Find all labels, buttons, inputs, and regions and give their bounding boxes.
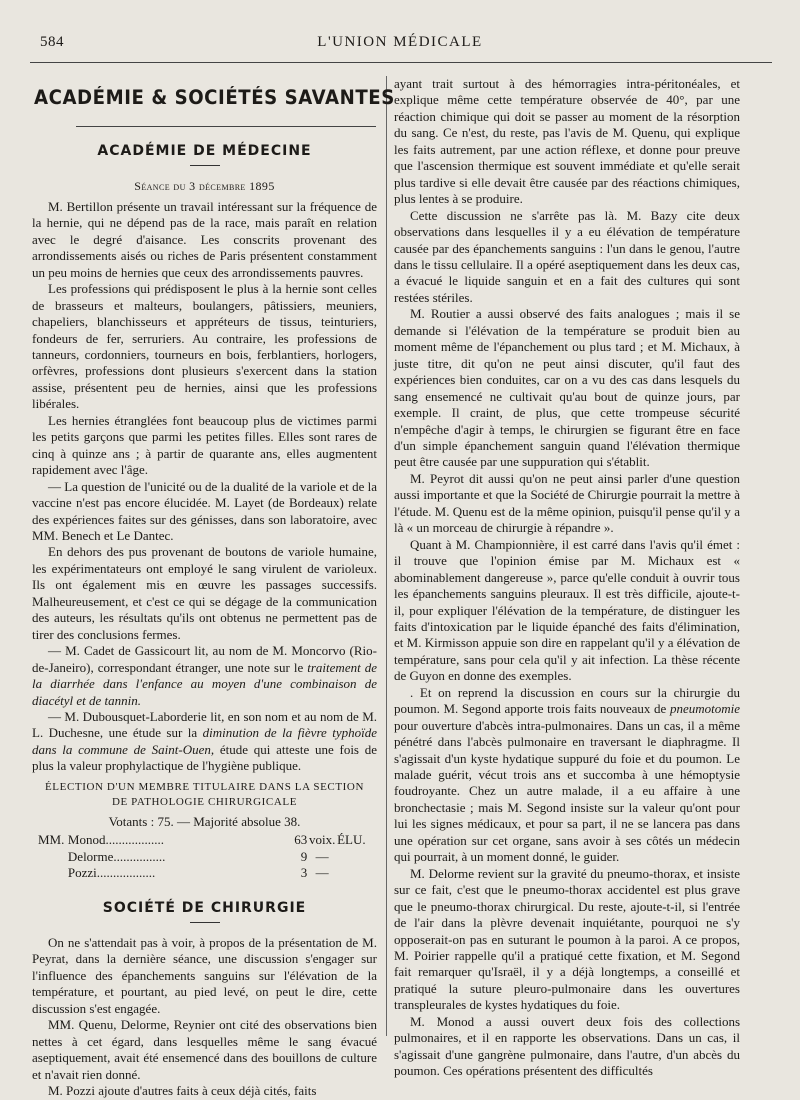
election-title [32, 780, 377, 810]
votes-summary: Votants : 75. — Majorité absolue 38. [108, 813, 301, 829]
right-column [394, 76, 740, 1080]
vote-prefix [32, 865, 68, 881]
society-title: SOCIÉTÉ DE CHIRURGIE [102, 899, 307, 916]
vote-count: 9 [300, 848, 308, 864]
vote-prefix [32, 849, 68, 865]
candidate-name: Pozzi.................. [67, 865, 156, 881]
paragraph: — La question de l'unicité ou de la dualité de la variole et de la vaccine n'est pas encore élucidée. M. Layet (de Bordeaux) relate des expériences faites sur des génisses, dans son laboratoire, avec MM. Benech et Le Dantec. [32, 478, 377, 543]
paragraph: Cette discussion ne s'arrête pas là. M. Bazy cite deux observations dans lesquelles il y a eu élévation de température causée par des épanchements sanguins : l'un dans le genou, l'autre dans le tissu cellulaire. Il a opéré aseptiquement dans les deux cas, a évacué le liquide sanguin et en a fait des cultures qui sont restées stériles. [394, 207, 740, 305]
paragraph-text: — M. Cadet de Gassicourt lit, au nom de M. Moncorvo (Rio-de-Janeiro), correspondant étranger, une note sur le [32, 643, 377, 675]
paragraph [394, 685, 740, 866]
paragraph [32, 643, 377, 709]
study-title-italic: diminution de la fièvre typhoïde dans la commune de Saint-Ouen, [32, 725, 378, 757]
paragraph-text: . Et on reprend la discussion en cours sur la chirurgie du poumon. M. Segond apporte trois faits nouveaux de [394, 684, 740, 717]
header-rule [30, 62, 772, 63]
paragraph: M. Pozzi ajoute d'autres faits à ceux déjà cités, faits [48, 1083, 317, 1099]
vote-row [32, 865, 377, 881]
paragraph: On ne s'attendait pas à voir, à propos de la présentation de M. Peyrat, dans la dernière séance, une discussion s'engager sur l'influence des épanchements sanguins sur l'élévation de la température, et pourtant, au pied levé, on peut le dire, cette discussion s'est engagée. [32, 935, 377, 1016]
page-number: 584 [40, 34, 64, 50]
section-title: ACADÉMIE & SOCIÉTÉS SAVANTES [34, 86, 395, 109]
vote-count: 3 [300, 865, 308, 881]
vote-table [32, 832, 377, 881]
paragraph: Quant à M. Championnière, il est carré dans l'avis qu'il émet : il trouve que l'opinion émise par M. Michaux est « abominablement dangereuse », parce qu'elle conduit à ouvrir tous les épanchements sanguins pleuraux. Il est très difficile, ajoute-t-il, pour expliquer l'élévation de la température, de distinguer les faits d'intoxication par le liquide épanché des faits d'élimination, et M. Kirmisson appuie son dire en rappelant qu'il y a élévation de température, sans pour cela qu'il y ait infection. La thèse récente de Guyon en donne des exemples. [394, 536, 740, 684]
paper-title-italic: traitement de la diarrhée dans l'enfance au moyen d'une combinaison de diacétyl et de tannin. [32, 659, 377, 708]
column-rule [386, 76, 387, 1036]
paragraph-text: étude qui atteste une fois de plus la valeur prophylactique de l'hygiène publique. [32, 741, 377, 774]
vote-unit: — [315, 848, 329, 864]
paragraph-text: — M. Dubousquet-Laborderie lit, en son nom et au nom de M. L. Duchesne, une étude sur la [32, 708, 377, 741]
paragraph: Les professions qui prédisposent le plus à la hernie sont celles de brasseurs et malteurs, boulangers, pâtissiers, meuniers, chapeliers, blanchisseurs et appréteurs de tissus, teinturiers, fondeurs de fer, serruriers. Au contraire, les professions de tanneurs, cordonniers, tourneurs en bois, ferblantiers, horlogers, orfèvres, professions dont plusieurs s'exercent dans la station assise, présentent peu de hernies, ainsi que les professions libérales. [32, 281, 377, 412]
paragraph-text: pour ouverture d'abcès intra-pulmonaires. Dans un cas, il a même pénétré dans l'abcès pulmonaire en traversant le diaphragme. Il s'agissait d'un kyste hydatique suppuré du foie et du poumon. Le malade guérit, vécut trois ans et succomba à une hémoptysie foudroyante. Chez un autre malade, il a eu affaire à une bronchectasie ; mais M. Segond insiste sur la valeur qu'ont pour lui les signes médicaux, et pour sa part, il ne se lancera pas dans une opération sur cet organe, sans avoir à ses côtés un médecin qui pourrait, à un moment donné, le guider. [394, 717, 740, 865]
election-title-line: DE PATHOLOGIE CHIRURGICALE [111, 795, 298, 808]
paragraph [32, 709, 377, 775]
vote-prefix: MM. [38, 832, 65, 848]
paragraph: M. Monod a aussi ouvert deux fois des collections pulmonaires, et il en rapporte les observations. Dans un cas, il s'agissait d'une gangrène pulmonaire, dans l'autre, d'un abcès du poumon. Ces opérations présentent des difficultés [394, 1013, 740, 1079]
journal-title: L'UNION MÉDICALE [317, 34, 483, 50]
term-italic: pneumotomie [669, 701, 740, 717]
paragraph: MM. Quenu, Delorme, Reynier ont cité des observations bien nettes à cet égard, dans lesquelles même le sang évacué aseptiquement, avait été ensemencé dans des bouillons de culture et n'avait rien donné. [32, 1017, 377, 1082]
vote-unit: voix. [308, 832, 336, 848]
vote-status [337, 849, 377, 865]
session-date: Séance du 3 décembre 1895 [134, 179, 275, 194]
paragraph: M. Peyrot dit aussi qu'on ne peut ainsi parler d'une question aussi importante et que la Société de Chirurgie pourrait la mettre à l'étude. M. Quenu est de la même opinion, puisqu'il pense qu'il y a là « un morceau de chirurgie à répandre ». [394, 470, 740, 536]
candidate-name: Monod.................. [67, 832, 164, 848]
academy-rule [190, 165, 220, 166]
society-rule [190, 922, 220, 923]
vote-status [337, 865, 377, 881]
paragraph: M. Routier a aussi observé des faits analogues ; mais il se demande si l'élévation de la température se produit bien au moment même de l'épanchement ou plus tard ; et M. Michaux, à juste titre, dit qu'on ne peut ainsi discuter, qu'il faut des expériences bien conduites, car on a vu des cas dans lesquels du sang ensemencé ne cultivait qu'au bout de quinze jours, par exemple. Il craint, de plus, que cette trompeuse sécurité n'empêche d'agir à temps, le chirurgien se figurant être en face d'un simple épanchement sanguin quand l'élévation thermique peut être causée par une suppuration qui s'établit. [394, 306, 740, 470]
vote-unit: — [315, 865, 329, 881]
vote-count: 63 [294, 832, 308, 848]
vote-row [32, 832, 377, 848]
section-rule [76, 126, 376, 127]
left-column [32, 76, 395, 1100]
paragraph: M. Delorme revient sur la gravité du pneumo-thorax, et insiste sur ce fait, c'est que le pneumo-thorax accidentel est plus grave que le pneumo-thorax chirurgical. Du reste, ajoute-t-il, si l'entrée de l'air dans la plèvre devenait inquiétante, pourquoi ne s'y opposerait-on pas en suturant le poumon à la paroi. A ce propos, M. Poirier rappelle qu'il a pratiqué cette fixation, et M. Segond fait remarquer qu'Israël, il y a déjà longtemps, a conseillé et pratiqué la suture pleuro-pulmonaire dans les ouvertures transpleurales de kystes hydatiques du foie. [394, 865, 740, 1013]
academy-title: ACADÉMIE DE MÉDECINE [97, 143, 312, 159]
paragraph: ayant trait surtout à des hémorragies intra-péritonéales, et explique même cette température observée de 40°, par une réaction chimique qui doit se passer au moment de la résorption du sang. Ce n'est, du reste, pas l'avis de M. Quenu, qui explique les faits autrement, par une action réflexe, et donne pour preuve que l'ascension thermique est souvent immédiate et qu'elle serait plus tardive si elle devait être causée par des réactions chimiques, plus lentes à se produire. [394, 76, 740, 207]
paragraph: En dehors des pus provenant de boutons de variole humaine, les expérimentateurs ont employé le sang virulent de varioleux. Ils ont également mis en œuvre les passages successifs. Malheureusement, et c'est ce qui se dégage de la communication des auteurs, les résultats qu'ils ont obtenus ne permettent pas de tirer des conclusions fermes. [32, 544, 377, 642]
running-head [36, 34, 764, 54]
vote-status: ÉLU. [337, 832, 366, 848]
paragraph: M. Bertillon présente un travail intéressant sur la fréquence de la hernie, qui ne dépend pas de la race, mais paraît en relation avec le degré d'aisance. Les conscrits provenant des arrondissements aisés ou riches de Paris présentent constamment un peu moins de hernies que ceux des arrondissements pauvres. [32, 198, 377, 280]
election-title-line: ÉLECTION D'UN MEMBRE TITULAIRE DANS LA SECTION [44, 780, 365, 793]
paragraph: Les hernies étranglées font beaucoup plus de victimes parmi les petits garçons que parmi les petites filles. Elles sont rares de cinq à quinze ans ; à partir de quarante ans, elles augmentent rapidement avec l'âge. [32, 412, 377, 478]
vote-row [32, 849, 377, 865]
candidate-name: Delorme................ [67, 848, 166, 864]
